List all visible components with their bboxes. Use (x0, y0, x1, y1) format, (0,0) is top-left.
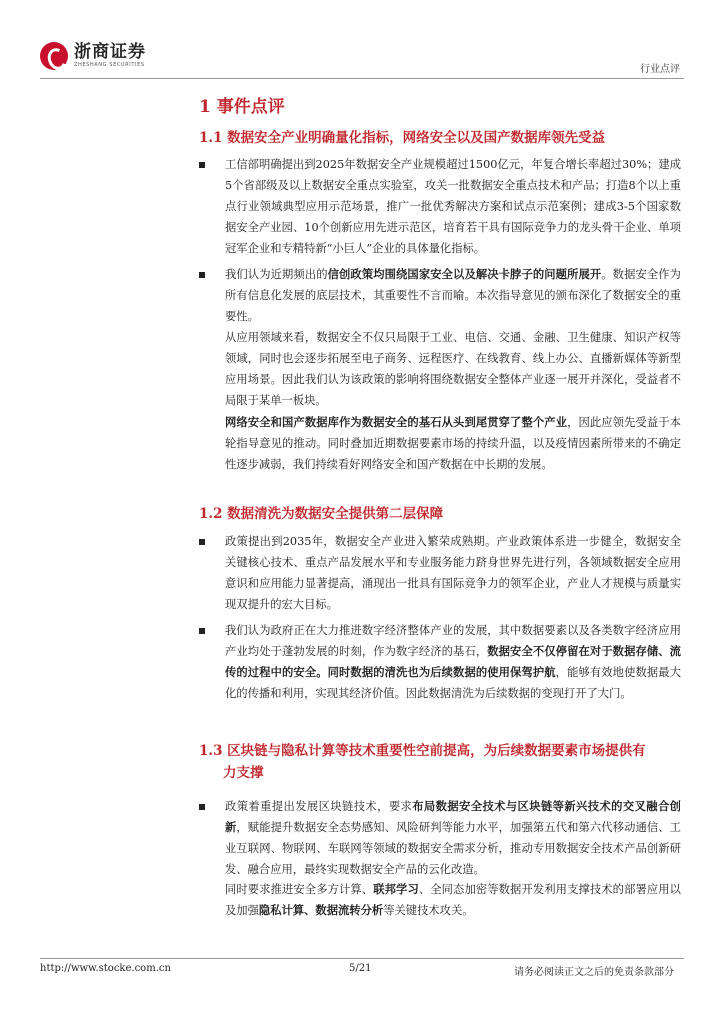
s11-paragraph-1: 工信部明确提出到2025年数据安全产业规模超过1500亿元，年复合增长率超过30%；建成5个省部级及以上数据安全重点实验室，攻关一批数据安全重点技术和产品；打造8个以上重点行业领域典型应用示范场景，推广一批优秀解决方案和试点示范案例；建成3-5个国家数据安全产业园、10个创新应用先进示范区，培育若干具有国际竞争力的龙头骨干企业、单项冠军企业和专精特新“小巨人”企业的具体量化指标。 (225, 158, 681, 255)
subsection-1-2-title: 1.2 数据清洗为数据安全提供第二层保障 (199, 506, 444, 522)
page-number: 5/21 (349, 963, 372, 974)
s12-paragraph-2: 我们认为政府正在大力推进数字经济整体产业的发展，其中数据要素以及各类数字经济应用产业均处于蓬勃发展的时刻，作为数字经济的基石，数据安全不仅停留在对于数据存储、流传的过程中的安全。同时数据的清洗也为后续数据的使用保驾护航，能够有效地使数据最大化的传播和利用，实现其经济价值。因此数据清洗为后续数据的变现打开了大门。 (225, 624, 681, 700)
website-link[interactable]: http://www.stocke.com.cn (40, 963, 171, 974)
s13-paragraph-1: 政策着重提出发展区块链技术，要求布局数据安全技术与区块链等新兴技术的交叉融合创新，赋能提升数据安全态势感知、风险研判等能力水平，加强第五代和第六代移动通信、工业互联网、物联网、车联网等领域的数据安全需求分析，推动专用数据安全技术产品创新研发、融合应用，最终实现数据安全产品的云化改造。 (225, 799, 681, 876)
header-divider (40, 78, 684, 79)
page-footer (40, 958, 684, 979)
s11-paragraph-3: 从应用领域来看，数据安全不仅只局限于工业、电信、交通、金融、卫生健康、知识产权等领域，同时也会逐步拓展至电子商务、远程医疗、在线教育、线上办公、直播新媒体等新型应用场景。因此我们认为该政策的影响将围绕数据安全整体产业逐一展开并深化，受益者不局限于某单一板块。 (225, 331, 681, 407)
company-logo (40, 42, 146, 70)
s13-paragraph-2: 同时要求推进安全多方计算、联邦学习、全同态加密等数据开发利用支撑技术的部署应用以及加强隐私计算、数据流转分析等关键技术攻关。 (225, 882, 681, 917)
section-title: 1 事件点评 (199, 97, 285, 117)
subsection-1-1-title: 1.1 数据安全产业明确量化指标，网络安全以及国产数据库领先受益 (199, 130, 606, 146)
bullet-icon (199, 626, 209, 636)
s11-paragraph-2: 我们认为近期频出的信创政策均围绕国家安全以及解决卡脖子的问题所展开。数据安全作为所有信息化发展的底层技术，其重要性不言而喻。本次指导意见的颁布深化了数据安全的重要性。 (225, 267, 681, 323)
bullet-icon (199, 160, 209, 170)
s12-paragraph-1: 政策提出到2035年，数据安全产业进入繁荣成熟期。产业政策体系进一步健全，数据安全关键核心技术、重点产品发展水平和专业服务能力跻身世界先进行列，各领域数据安全应用意识和应用能力显著提高，涌现出一批具有国际竞争力的领军企业，产业人才规模与质量实现双提升的宏大目标。 (225, 535, 681, 611)
disclaimer-note: 请务必阅读正文之后的免责条款部分 (514, 967, 674, 978)
bullet-icon (199, 537, 209, 547)
logo-name-cn: 浙商证券 (74, 42, 146, 62)
bullet-icon (199, 802, 209, 812)
page-header (40, 42, 684, 78)
logo-icon (40, 42, 68, 70)
bullet-icon (199, 270, 209, 280)
report-type-label: 行业点评 (640, 64, 680, 75)
subsection-1-3-title: 1.3 区块链与隐私计算等技术重要性空前提高，为后续数据要素市场提供有 力支撑 (199, 743, 646, 781)
logo-name-en: ZHESHANG SECURITIES (74, 62, 145, 68)
s11-paragraph-4: 网络安全和国产数据库作为数据安全的基石从头到尾贯穿了整个产业，因此应领先受益于本轮指导意见的推动。同时叠加近期数据要素市场的持续升温，以及疫情因素所带来的不确定性逐步减弱，我们持续看好网络安全和国产数据在中长期的发展。 (225, 415, 681, 471)
